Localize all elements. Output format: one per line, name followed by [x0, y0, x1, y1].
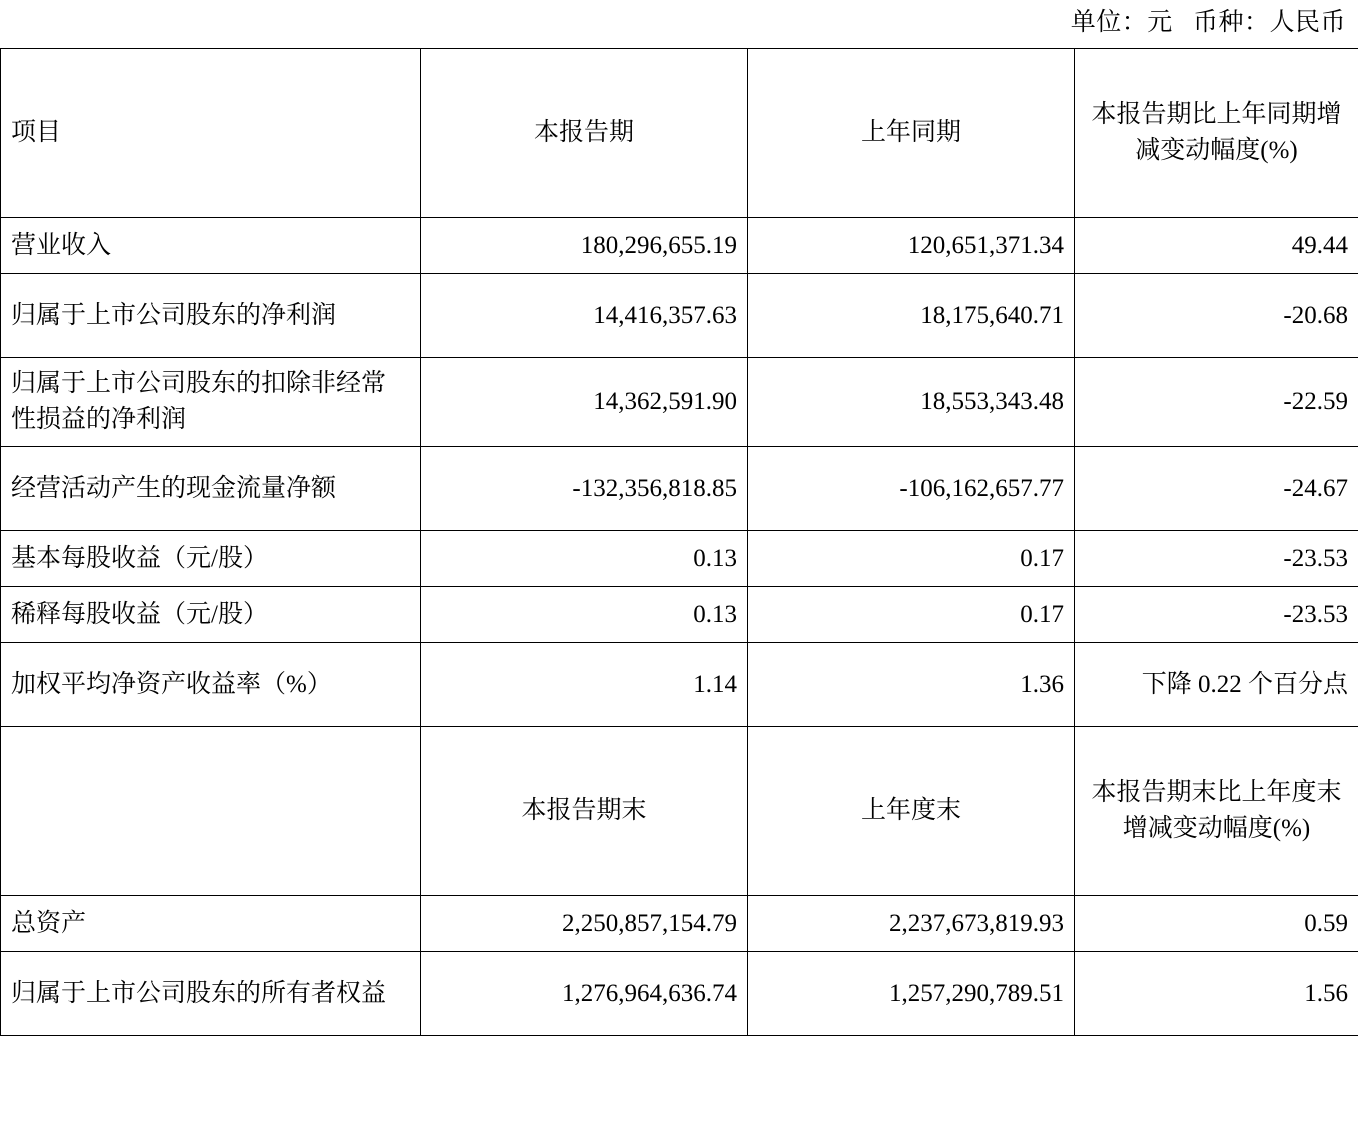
row-previous: 1,257,290,789.51	[748, 952, 1075, 1036]
table-row	[1, 274, 1358, 358]
row-current: 1,276,964,636.74	[421, 952, 748, 1036]
row-current: 14,416,357.63	[421, 274, 748, 358]
row-change: 49.44	[1075, 218, 1358, 274]
header-previous-period: 上年同期	[748, 49, 1075, 218]
table-header-row-period	[1, 49, 1358, 218]
row-change: -23.53	[1075, 531, 1358, 587]
row-label: 经营活动产生的现金流量净额	[1, 447, 421, 531]
row-previous: 0.17	[748, 587, 1075, 643]
row-previous: 18,553,343.48	[748, 358, 1075, 447]
row-current: 0.13	[421, 531, 748, 587]
table-row	[1, 643, 1358, 727]
row-previous: 18,175,640.71	[748, 274, 1075, 358]
table-row	[1, 218, 1358, 274]
row-previous: 120,651,371.34	[748, 218, 1075, 274]
row-previous: -106,162,657.77	[748, 447, 1075, 531]
row-current: 1.14	[421, 643, 748, 727]
row-label: 归属于上市公司股东的所有者权益	[1, 952, 421, 1036]
table-row	[1, 447, 1358, 531]
table-header-row-balance	[1, 727, 1358, 896]
row-label: 稀释每股收益（元/股）	[1, 587, 421, 643]
row-current: 180,296,655.19	[421, 218, 748, 274]
financial-summary-table	[0, 48, 1358, 1036]
row-current: -132,356,818.85	[421, 447, 748, 531]
row-change: -22.59	[1075, 358, 1358, 447]
table-row	[1, 587, 1358, 643]
row-change: 0.59	[1075, 896, 1358, 952]
table-row	[1, 952, 1358, 1036]
row-change: -24.67	[1075, 447, 1358, 531]
row-label: 基本每股收益（元/股）	[1, 531, 421, 587]
row-label: 归属于上市公司股东的净利润	[1, 274, 421, 358]
row-change: -23.53	[1075, 587, 1358, 643]
table-row	[1, 358, 1358, 447]
header-change-period: 本报告期比上年同期增减变动幅度(%)	[1075, 49, 1358, 218]
row-current: 2,250,857,154.79	[421, 896, 748, 952]
header-item-blank	[1, 727, 421, 896]
row-current: 14,362,591.90	[421, 358, 748, 447]
header-change-balance: 本报告期末比上年度末增减变动幅度(%)	[1075, 727, 1358, 896]
row-change: 下降 0.22 个百分点	[1075, 643, 1358, 727]
row-label: 归属于上市公司股东的扣除非经常性损益的净利润	[1, 358, 421, 447]
row-current: 0.13	[421, 587, 748, 643]
row-label: 总资产	[1, 896, 421, 952]
row-label: 加权平均净资产收益率（%）	[1, 643, 421, 727]
row-label: 营业收入	[1, 218, 421, 274]
header-current-balance: 本报告期末	[421, 727, 748, 896]
row-previous: 2,237,673,819.93	[748, 896, 1075, 952]
table-row	[1, 531, 1358, 587]
table-row	[1, 896, 1358, 952]
row-previous: 0.17	[748, 531, 1075, 587]
unit-note: 单位：元 币种：人民币	[1070, 9, 1346, 36]
row-change: -20.68	[1075, 274, 1358, 358]
row-previous: 1.36	[748, 643, 1075, 727]
row-change: 1.56	[1075, 952, 1358, 1036]
header-previous-balance: 上年度末	[748, 727, 1075, 896]
header-item: 项目	[1, 49, 421, 218]
header-current-period: 本报告期	[421, 49, 748, 218]
